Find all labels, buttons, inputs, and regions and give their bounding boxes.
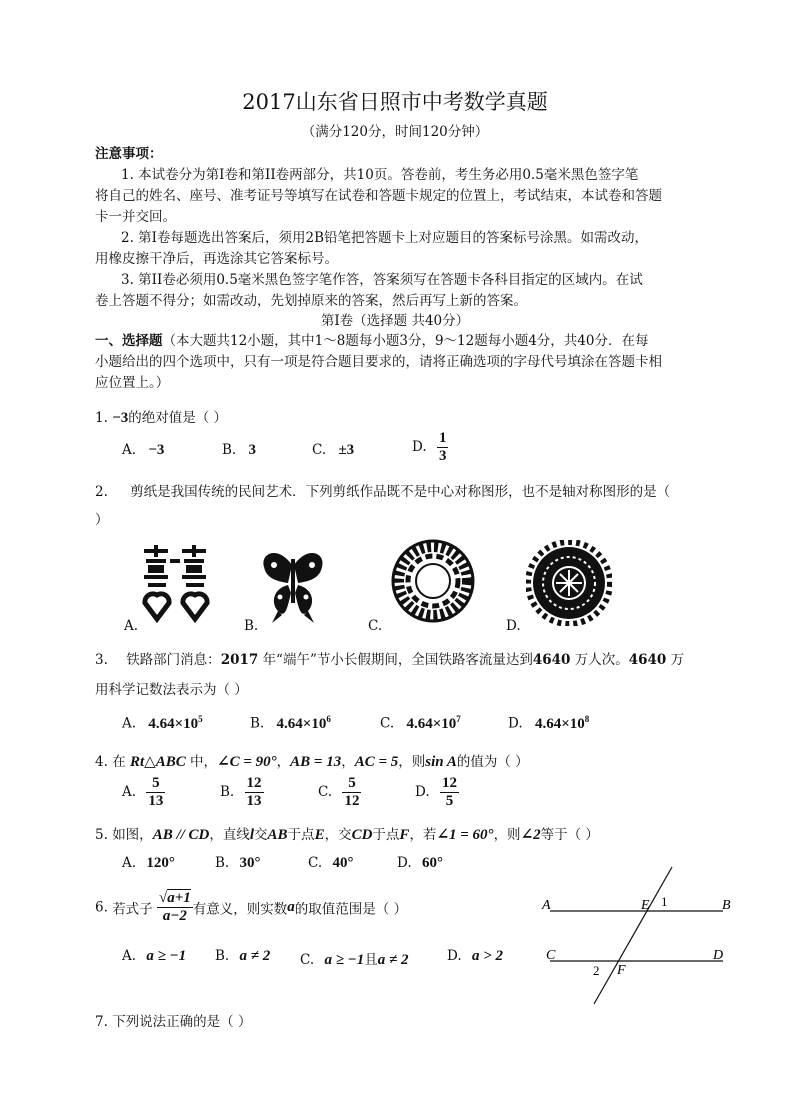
section-1-line-3: 应位置上。） <box>95 375 170 391</box>
q6-radicand: a+1 <box>167 890 191 906</box>
q3-option-a <box>122 714 203 733</box>
note-3-line-1: 3. 第II卷必须用0.5毫米黑色签字笔作答，答案须写在答题卡各科目指定的区域内。在试 <box>121 272 643 288</box>
q4-option-b <box>220 775 264 810</box>
q6-option-a <box>122 948 186 965</box>
q3-stem-line-1 <box>95 648 684 668</box>
angle-label-2: 2 <box>593 963 600 978</box>
q4-c-num: 5 <box>342 775 361 793</box>
point-label-b: B <box>722 898 731 913</box>
q3-number: 3. <box>95 652 108 668</box>
q6-text-1: 若式子 <box>112 901 153 918</box>
q3-text-d: 万 <box>670 652 685 668</box>
page-subtitle: （满分120分，时间120分钟） <box>301 124 489 140</box>
q1-math: −3 <box>112 410 129 426</box>
q1-a-value: −3 <box>148 442 165 458</box>
q6-c-label: C. <box>300 952 315 968</box>
q6-numerator <box>157 890 193 908</box>
q3-option-d <box>508 714 589 733</box>
q4-d-den: 5 <box>445 793 454 809</box>
q3-text-c: 万人次。 <box>574 652 629 668</box>
q5-angle-2: ∠2 <box>520 827 541 843</box>
q5-angle-1: ∠1 = 60° <box>436 827 494 843</box>
q3-c-label: C. <box>380 715 395 732</box>
q3-b-label: B. <box>250 715 265 732</box>
q5-option-b <box>215 855 261 872</box>
q3-a-base: 4.64×10 <box>148 715 199 732</box>
q3-option-b <box>250 714 331 733</box>
q3-number-4640: 4640 <box>532 652 571 668</box>
round-flower-icon <box>390 538 476 624</box>
q4-stem <box>95 750 529 771</box>
point-label-c: C <box>546 948 556 963</box>
q5-option-c <box>308 855 353 872</box>
q5-text-6: 于点 <box>372 827 400 843</box>
q2-number: 2. <box>95 484 108 500</box>
q6-c-value-2: a ≠ 2 <box>377 952 409 968</box>
q3-d-exp: 8 <box>584 714 590 724</box>
q5-stem <box>95 823 599 844</box>
q4-b-label: B. <box>220 784 235 800</box>
q3-text-b: 年“端午”节小长假期间，全国铁路客流量达到 <box>262 652 533 668</box>
q6-fraction <box>157 890 193 925</box>
q1-stem <box>95 406 227 427</box>
q6-text-2: 有意义，则实数 <box>192 901 288 918</box>
q5-text-3: 交 <box>254 827 268 843</box>
q5-ab: AB <box>267 827 288 843</box>
q4-rt: Rt <box>129 754 145 770</box>
q5-text-2: ，直线 <box>209 827 250 843</box>
q4-d-fraction <box>440 775 459 810</box>
section-1-text-1: （本大题共12小题，其中1～8题每小题3分，9～12题每小题4分，共40分．在每 <box>162 333 649 349</box>
q2-stem <box>95 480 670 500</box>
q3-number-4640-b: 4640 <box>628 652 667 668</box>
q3-a-exp: 5 <box>198 714 203 724</box>
q4-b-num: 12 <box>246 775 262 791</box>
q5-a-label: A. <box>122 855 137 871</box>
q5-text-4: 于点 <box>287 827 315 843</box>
q2-text: 剪纸是我国传统的民间艺术．下列剪纸作品既不是中心对称图形，也不是轴对称图形的是（ <box>130 484 671 500</box>
q6-c-and: 且 <box>364 952 378 968</box>
q4-b-fraction <box>245 775 264 810</box>
q6-a-value: a ≥ −1 <box>146 948 187 964</box>
q4-a-num: 5 <box>146 775 165 793</box>
q7-stem <box>95 1010 251 1030</box>
q3-d-label: D. <box>508 715 523 732</box>
q4-triangle: △ABC <box>144 754 186 770</box>
q4-d-label: D. <box>415 784 430 800</box>
q6-var-a: a <box>287 899 295 915</box>
q6-option-c <box>300 948 409 969</box>
q2-label-a: A. <box>124 618 139 634</box>
note-1-line-2: 将自己的姓名、座号、准考证号等填写在试卷和答题卡规定的位置上，考试结束，本试卷和答题 <box>95 188 662 204</box>
q5-text-7: ，若 <box>409 827 437 843</box>
parallel-lines-figure <box>538 862 748 1012</box>
q4-c-fraction <box>342 775 361 810</box>
q6-a-label: A. <box>122 948 137 964</box>
sqrt-icon: √ <box>158 890 168 906</box>
q7-number: 7. <box>95 1014 108 1030</box>
q4-a-fraction <box>146 775 165 810</box>
q3-c-base: 4.64×10 <box>406 715 457 732</box>
q4-number: 4. <box>95 754 108 770</box>
q6-c-value-1: a ≥ −1 <box>324 952 365 968</box>
q4-b-den: 13 <box>246 793 262 809</box>
q4-text-6: 的值为（ ） <box>456 754 529 770</box>
q3-year: 2017 <box>220 652 259 668</box>
q1-d-fraction <box>437 430 449 465</box>
q1-c-label: C. <box>312 442 327 458</box>
q6-option-b <box>215 948 270 965</box>
q1-option-c <box>312 442 354 459</box>
q1-d-denominator: 3 <box>438 448 447 464</box>
section-1-line-2: 小题给出的四个选项中，只有一项是符合题目要求的，请将正确选项的字母代号填涂在答题卡相 <box>95 354 662 370</box>
q4-text-3: ， <box>276 754 291 770</box>
q5-number: 5. <box>95 827 108 843</box>
point-label-f: F <box>617 963 626 978</box>
q4-text-2: 中， <box>190 754 218 770</box>
q4-text-1: 在 <box>112 754 126 770</box>
q6-text-3: 的取值范围是（ ） <box>294 901 408 918</box>
q1-option-a <box>122 442 164 459</box>
note-2-line-1: 2. 第I卷每题选出答案后，须用2B铅笔把答题卡上对应题目的答案标号涂黑。如需改动， <box>121 230 649 246</box>
q4-c-den: 12 <box>344 793 360 809</box>
q4-option-a <box>122 775 165 810</box>
q5-c-value: 40° <box>332 855 354 871</box>
point-label-e: E <box>641 898 650 913</box>
section-1-label: 一、选择题 <box>95 333 163 349</box>
q6-stem <box>95 890 407 925</box>
q3-c-exp: 7 <box>456 714 461 724</box>
q5-text-1: 如图， <box>112 827 153 843</box>
q4-a-den: 13 <box>148 793 164 809</box>
q1-d-label: D. <box>412 439 427 455</box>
q4-c-label: C. <box>318 784 333 800</box>
q1-number: 1. <box>95 410 108 426</box>
q5-option-d <box>397 855 443 872</box>
q3-d-base: 4.64×10 <box>534 715 585 732</box>
angle-label-1: 1 <box>661 894 668 909</box>
note-2-line-2: 用橡皮擦干净后，再选涂其它答案标号。 <box>95 251 338 267</box>
q5-c-label: C. <box>308 855 323 871</box>
q2-label-d: D. <box>506 618 521 634</box>
double-happiness-icon <box>140 543 218 623</box>
q4-text-4: ， <box>341 754 355 770</box>
section-1-line-1 <box>95 329 648 349</box>
q4-ab: AB = 13 <box>290 754 342 770</box>
q5-d-label: D. <box>397 855 412 871</box>
q6-b-value: a ≠ 2 <box>239 948 271 964</box>
q5-text-8: ，则 <box>493 827 521 843</box>
q6-d-value: a > 2 <box>471 948 503 964</box>
q5-f: F <box>399 827 410 843</box>
q1-c-value: ±3 <box>338 442 355 458</box>
q4-ac: AC = 5 <box>354 754 399 770</box>
q6-number: 6. <box>95 899 108 916</box>
q5-text-5: ，交 <box>324 827 352 843</box>
q6-b-label: B. <box>215 948 230 964</box>
q5-cd: CD <box>351 827 373 843</box>
q1-d-numerator: 1 <box>438 430 447 446</box>
q7-text: 下列说法正确的是（ ） <box>112 1014 252 1030</box>
q3-b-base: 4.64×10 <box>276 715 327 732</box>
q3-option-c <box>380 714 461 733</box>
sun-pattern-icon <box>526 540 612 626</box>
q1-b-value: 3 <box>248 442 257 458</box>
point-label-a: A <box>542 898 551 913</box>
q6-option-d <box>447 948 503 965</box>
part-one-heading: 第I卷（选择题 共40分） <box>320 313 470 329</box>
note-3-line-2: 卷上答题不得分；如需改动，先划掉原来的答案，然后再写上新的答案。 <box>95 293 527 309</box>
note-1-line-1: 1. 本试卷分为第I卷和第II卷两部分，共10页。答卷前，考生务必用0.5毫米黑色签字笔 <box>121 167 639 183</box>
q3-a-label: A. <box>122 715 137 732</box>
q3-stem-line-2: 用科学记数法表示为（ ） <box>95 682 248 698</box>
q3-text-a: 铁路部门消息： <box>126 652 221 668</box>
q1-b-label: B. <box>222 442 237 458</box>
q4-option-d <box>415 775 459 810</box>
point-label-d: D <box>713 948 724 963</box>
q1-a-label: A. <box>122 442 137 458</box>
q4-text-5: ，则 <box>398 754 426 770</box>
q5-b-value: 30° <box>239 855 261 871</box>
butterfly-icon <box>258 545 328 625</box>
q5-b-label: B. <box>215 855 230 871</box>
q1-text: 的绝对值是（ ） <box>128 410 228 426</box>
q3-b-exp: 6 <box>326 714 331 724</box>
q5-a-value: 120° <box>146 855 175 871</box>
q5-parallel: AB // CD <box>152 827 210 843</box>
q5-text-9: 等于（ ） <box>540 827 599 843</box>
q5-e: E <box>314 827 325 843</box>
q1-option-b <box>222 442 256 459</box>
q5-line-l: l <box>249 827 255 843</box>
q1-option-d <box>412 430 448 465</box>
q4-a-label: A. <box>122 784 137 800</box>
q2-label-b: B. <box>244 618 259 634</box>
q2-stem-end: ） <box>95 512 109 528</box>
q4-d-num: 12 <box>441 775 457 791</box>
q4-option-c <box>318 775 361 810</box>
q5-option-a <box>122 855 175 872</box>
q4-angle: ∠C = 90° <box>217 754 277 770</box>
q4-sin: sin A <box>425 754 457 770</box>
note-1-line-3: 卡一并交回。 <box>95 209 176 225</box>
q6-denominator: a−2 <box>162 908 187 924</box>
notes-heading: 注意事项： <box>95 146 163 162</box>
q2-label-c: C. <box>368 618 383 634</box>
q6-d-label: D. <box>447 948 462 964</box>
page-title: 2017山东省日照市中考数学真题 <box>242 90 548 114</box>
q5-d-value: 60° <box>421 855 443 871</box>
transversal-line-l <box>594 867 672 1004</box>
